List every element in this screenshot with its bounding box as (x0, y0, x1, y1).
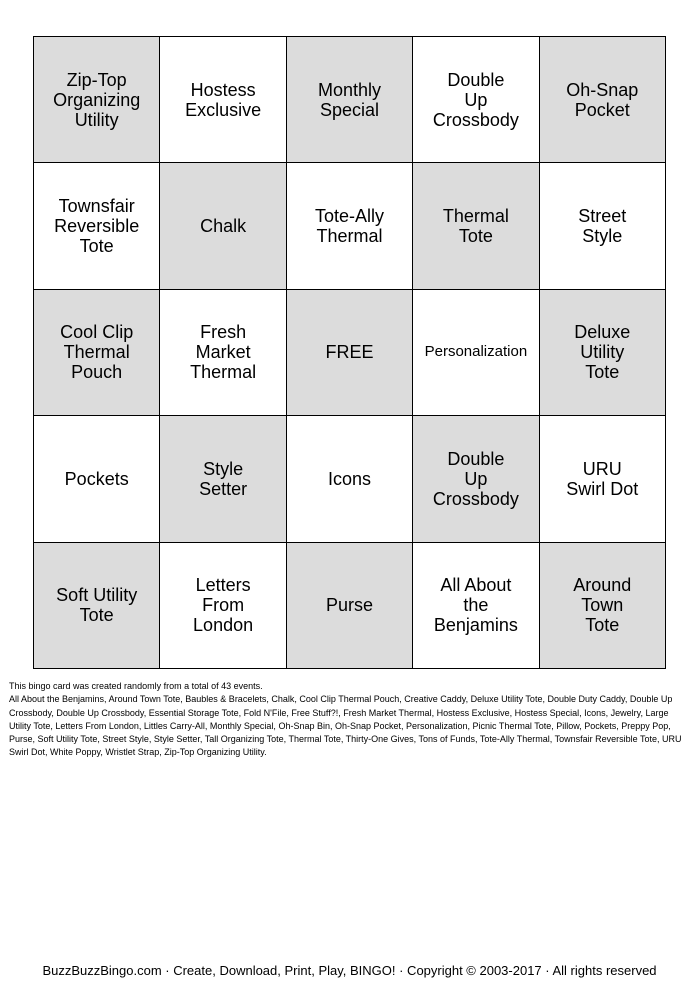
bingo-cell-r4-c2: Style Setter (160, 416, 286, 542)
bingo-cell-r5-c2: Letters From London (160, 543, 286, 669)
bingo-cell-r5-c5: Around Town Tote (540, 543, 666, 669)
bingo-cell-r4-c1: Pockets (34, 416, 160, 542)
bingo-card-grid (33, 36, 666, 669)
bingo-cell-r4-c3: Icons (287, 416, 413, 542)
bingo-cell-r3-c4: Personalization (413, 290, 539, 416)
bingo-cell-r5-c4: All About the Benjamins (413, 543, 539, 669)
bingo-cell-r4-c4: Double Up Crossbody (413, 416, 539, 542)
bingo-cell-r3-c5: Deluxe Utility Tote (540, 290, 666, 416)
bingo-cell-r1-c5: Oh-Snap Pocket (540, 37, 666, 163)
event-info (9, 680, 689, 760)
bingo-cell-r3-c2: Fresh Market Thermal (160, 290, 286, 416)
bingo-cell-r1-c3: Monthly Special (287, 37, 413, 163)
bingo-cell-r2-c1: Townsfair Reversible Tote (34, 163, 160, 289)
bingo-cell-r1-c4: Double Up Crossbody (413, 37, 539, 163)
bingo-cell-r2-c3: Tote-Ally Thermal (287, 163, 413, 289)
bingo-cell-free-space: FREE (287, 290, 413, 416)
bingo-cell-r2-c4: Thermal Tote (413, 163, 539, 289)
bingo-cell-r3-c1: Cool Clip Thermal Pouch (34, 290, 160, 416)
bingo-cell-r4-c5: URU Swirl Dot (540, 416, 666, 542)
event-summary: This bingo card was created randomly from a total of 43 events. (9, 681, 263, 691)
bingo-cell-r5-c3: Purse (287, 543, 413, 669)
bingo-cell-r2-c5: Street Style (540, 163, 666, 289)
event-list: All About the Benjamins, Around Town Tote, Baubles & Bracelets, Chalk, Cool Clip Thermal Pouch, Creative Caddy, Deluxe Utility Tote, Double Duty Caddy, Double Up Crossbody, Double Up Crossbody, Essential Storage Tote, Fold N'File, Free Stuff?!, Fresh Market Thermal, Hostess Exclusive, Hostess Special, Icons, Jewelry, Large Utility Tote, Letters From London, Littles Carry-All, Monthly Special, Oh-Snap Bin, Oh-Snap Pocket, Personalization, Picnic Thermal Tote, Pillow, Pockets, Preppy Pop, Purse, Soft Utility Tote, Street Style, Style Setter, Tall Organizing Tote, Thermal Tote, Thirty-One Gives, Tons of Funds, Tote-Ally Thermal, Townsfair Reversible Tote, URU Swirl Dot, White Poppy, Wristlet Strap, Zip-Top Organizing Utility. (9, 694, 682, 758)
bingo-cell-r5-c1: Soft Utility Tote (34, 543, 160, 669)
footer-copyright: BuzzBuzzBingo.com · Create, Download, Print, Play, BINGO! · Copyright © 2003-2017 · All rights reserved (42, 963, 657, 978)
bingo-cell-r2-c2: Chalk (160, 163, 286, 289)
bingo-cell-r1-c2: Hostess Exclusive (160, 37, 286, 163)
bingo-cell-r1-c1: Zip-Top Organizing Utility (34, 37, 160, 163)
